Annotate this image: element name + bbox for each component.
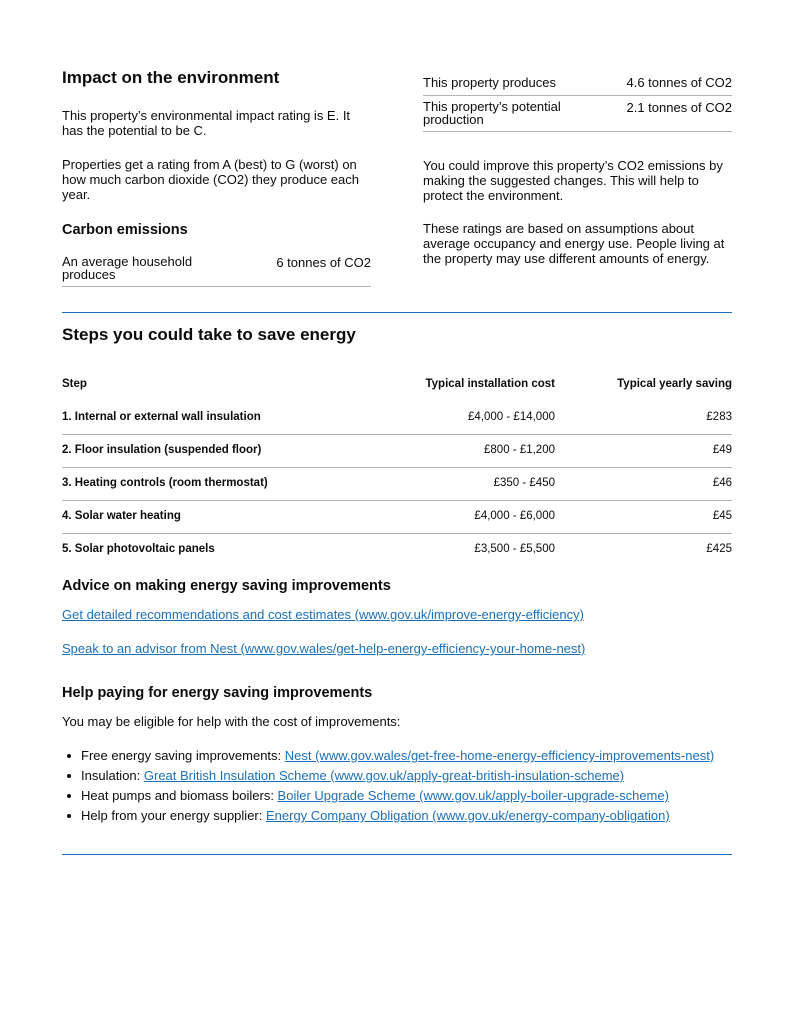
rating-scale-text: Properties get a rating from A (best) to G (worst) on how much carbon dioxide (CO2) they produce each year. xyxy=(62,157,359,202)
steps-header-row xyxy=(62,368,732,401)
step-name: 4. Solar water heating xyxy=(62,510,181,522)
property-produces-row xyxy=(423,72,732,96)
average-household-label: An average household produces xyxy=(62,254,193,282)
step-saving: £49 xyxy=(712,444,732,456)
help-paying-title: Help paying for energy saving improvements xyxy=(62,685,373,701)
potential-production-label: This property’s potential production xyxy=(423,99,561,127)
carbon-emissions-title: Carbon emissions xyxy=(62,222,188,238)
section-divider-bottom xyxy=(62,854,732,855)
step-cost: £4,000 - £6,000 xyxy=(474,510,555,522)
help-item-label: Insulation: xyxy=(81,768,144,783)
table-row xyxy=(62,434,732,467)
potential-production-value: 2.1 tonnes of CO2 xyxy=(626,100,732,115)
step-name: 1. Internal or external wall insulation xyxy=(62,410,261,423)
average-household-row xyxy=(62,252,371,287)
help-intro: You may be eligible for help with the cost of improvements: xyxy=(62,714,401,729)
emissions-summary xyxy=(423,72,732,266)
energy-company-obligation-link[interactable]: Energy Company Obligation (www.gov.uk/energy-company-obligation) xyxy=(265,808,670,823)
improve-energy-efficiency-link[interactable]: Get detailed recommendations and cost estimates (www.gov.uk/improve-energy-efficiency) xyxy=(62,607,584,622)
step-name: 3. Heating controls (room thermostat) xyxy=(62,477,268,489)
list-item xyxy=(62,788,714,808)
property-produces-label: This property produces xyxy=(423,75,556,90)
steps-table xyxy=(62,368,732,566)
advice-title: Advice on making energy saving improvements xyxy=(62,578,391,594)
nest-advisor-link[interactable]: Speak to an advisor from Nest (www.gov.wales/get-help-energy-efficiency-your-home-nest) xyxy=(62,641,586,656)
step-name: 5. Solar photovoltaic panels xyxy=(62,543,215,556)
property-produces-value: 4.6 tonnes of CO2 xyxy=(626,75,732,90)
list-item xyxy=(62,748,714,768)
header-installation-cost: Typical installation cost xyxy=(425,378,555,390)
header-step: Step xyxy=(62,378,87,390)
step-saving: £425 xyxy=(706,543,732,556)
insulation-scheme-link[interactable]: Great British Insulation Scheme (www.gov.uk/apply-great-british-insulation-scheme) xyxy=(143,768,625,783)
help-item-label: Help from your energy supplier: xyxy=(81,808,266,823)
rating-text: This property’s environmental impact rating is E. It has the potential to be C. xyxy=(62,108,351,138)
help-item-label: Heat pumps and biomass boilers: xyxy=(81,788,278,803)
table-row xyxy=(62,401,732,434)
assumptions-text: These ratings are based on assumptions about average occupancy and energy use. People living at the property may use different amounts of energy. xyxy=(423,221,725,266)
step-saving: £45 xyxy=(712,510,732,522)
step-name: 2. Floor insulation (suspended floor) xyxy=(62,444,262,456)
step-saving: £46 xyxy=(712,477,732,489)
nest-free-improvements-link[interactable]: Nest (www.gov.wales/get-free-home-energy-efficiency-improvements-nest) xyxy=(284,748,715,763)
list-item xyxy=(62,808,714,828)
list-item xyxy=(62,768,714,788)
help-list xyxy=(62,748,714,828)
potential-production-row xyxy=(423,96,732,132)
table-row xyxy=(62,533,732,566)
environment-section xyxy=(62,68,371,287)
section-divider-top xyxy=(62,312,732,313)
header-yearly-saving: Typical yearly saving xyxy=(617,378,732,390)
step-cost: £800 - £1,200 xyxy=(484,444,555,456)
average-household-value: 6 tonnes of CO2 xyxy=(276,255,371,270)
step-cost: £3,500 - £5,500 xyxy=(474,543,555,556)
steps-title: Steps you could take to save energy xyxy=(62,325,356,344)
help-item-label: Free energy saving improvements: xyxy=(81,748,285,763)
boiler-upgrade-scheme-link[interactable]: Boiler Upgrade Scheme (www.gov.uk/apply-boiler-upgrade-scheme) xyxy=(277,788,669,803)
table-row xyxy=(62,500,732,533)
step-cost: £4,000 - £14,000 xyxy=(468,410,555,423)
environment-title: Impact on the environment xyxy=(62,68,280,87)
improve-text: You could improve this property’s CO2 emissions by making the suggested changes. This will help to protect the environment. xyxy=(423,158,723,203)
step-saving: £283 xyxy=(706,410,732,423)
step-cost: £350 - £450 xyxy=(493,477,555,489)
table-row xyxy=(62,467,732,500)
